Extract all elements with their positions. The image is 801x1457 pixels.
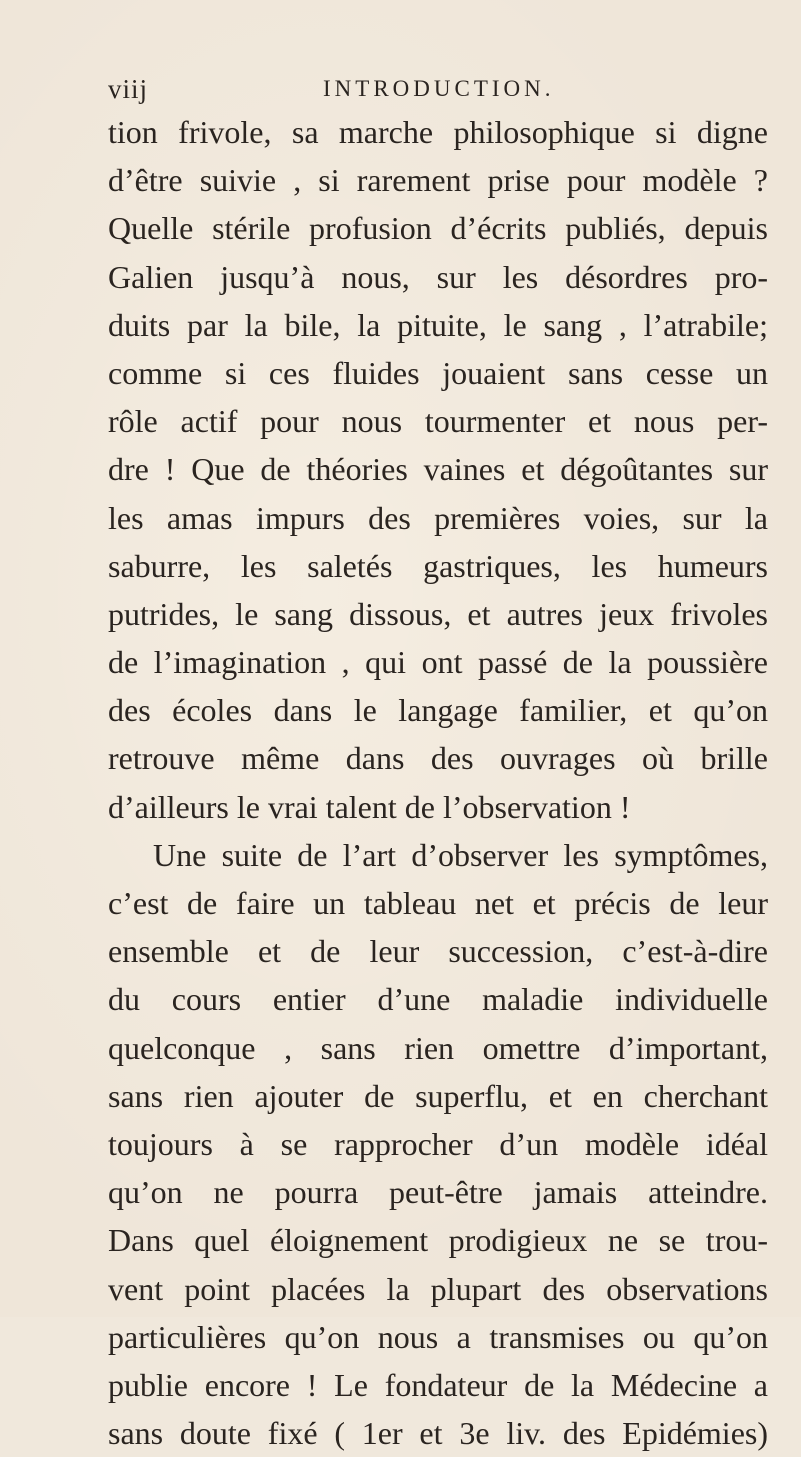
text-line: ensemble et de leur succession, c’est-à-dire xyxy=(108,933,768,970)
text-line: Galien jusqu’à nous, sur les désordres pro- xyxy=(108,258,768,295)
text-line: publie encore ! Le fondateur de la Médecine a xyxy=(108,1366,768,1403)
text-line: de l’imagination , qui ont passé de la poussière xyxy=(108,644,768,681)
text-line: comme si ces fluides jouaient sans cesse un xyxy=(108,354,768,391)
text-line: rôle actif pour nous tourmenter et nous per- xyxy=(108,403,768,440)
text-line: saburre, les saletés gastriques, les humeurs xyxy=(108,547,768,584)
text-line: des écoles dans le langage familier, et qu’on xyxy=(108,692,768,729)
text-line: quelconque , sans rien omettre d’important, xyxy=(108,1029,768,1066)
text-line: les amas impurs des premières voies, sur la xyxy=(108,499,768,536)
text-line: vent point placées la plupart des observations xyxy=(108,1270,768,1307)
text-line: du cours entier d’une maladie individuelle xyxy=(108,981,768,1018)
text-line: Dans quel éloignement prodigieux ne se trou- xyxy=(108,1222,768,1259)
text-line: Quelle stérile profusion d’écrits publiés, depuis xyxy=(108,210,768,247)
text-line: c’est de faire un tableau net et précis de leur xyxy=(108,885,768,921)
text-line: sans rien ajouter de superflu, et en cherchant xyxy=(108,1077,768,1114)
text-line: putrides, le sang dissous, et autres jeux frivoles xyxy=(108,595,768,632)
text-line: d’être suivie , si rarement prise pour modèle ? xyxy=(108,162,768,199)
page-number: viij xyxy=(108,74,149,104)
text-line: particulières qu’on nous a transmises ou qu’on xyxy=(108,1318,768,1355)
text-line: sans doute fixé ( 1er et 3e liv. des Epidémies) xyxy=(108,1415,768,1452)
text-line: retrouve même dans des ouvrages où brille xyxy=(108,740,768,777)
body-text xyxy=(108,108,768,1457)
text-line: qu’on ne pourra peut-être jamais atteindre. xyxy=(108,1174,768,1211)
paragraph-end-line: d’ailleurs le vrai talent de l’observation ! xyxy=(108,788,631,825)
running-head: INTRODUCTION. xyxy=(323,76,555,101)
text-line: duits par la bile, la pituite, le sang , l’atrabile; xyxy=(108,306,768,343)
text-line: dre ! Que de théories vaines et dégoûtantes sur xyxy=(108,451,768,488)
paragraph-start-line: Une suite de l’art d’observer les symptômes, xyxy=(153,836,768,873)
text-line: tion frivole, sa marche philosophique si digne xyxy=(108,114,768,150)
text-line: toujours à se rapprocher d’un modèle idéal xyxy=(108,1125,768,1162)
